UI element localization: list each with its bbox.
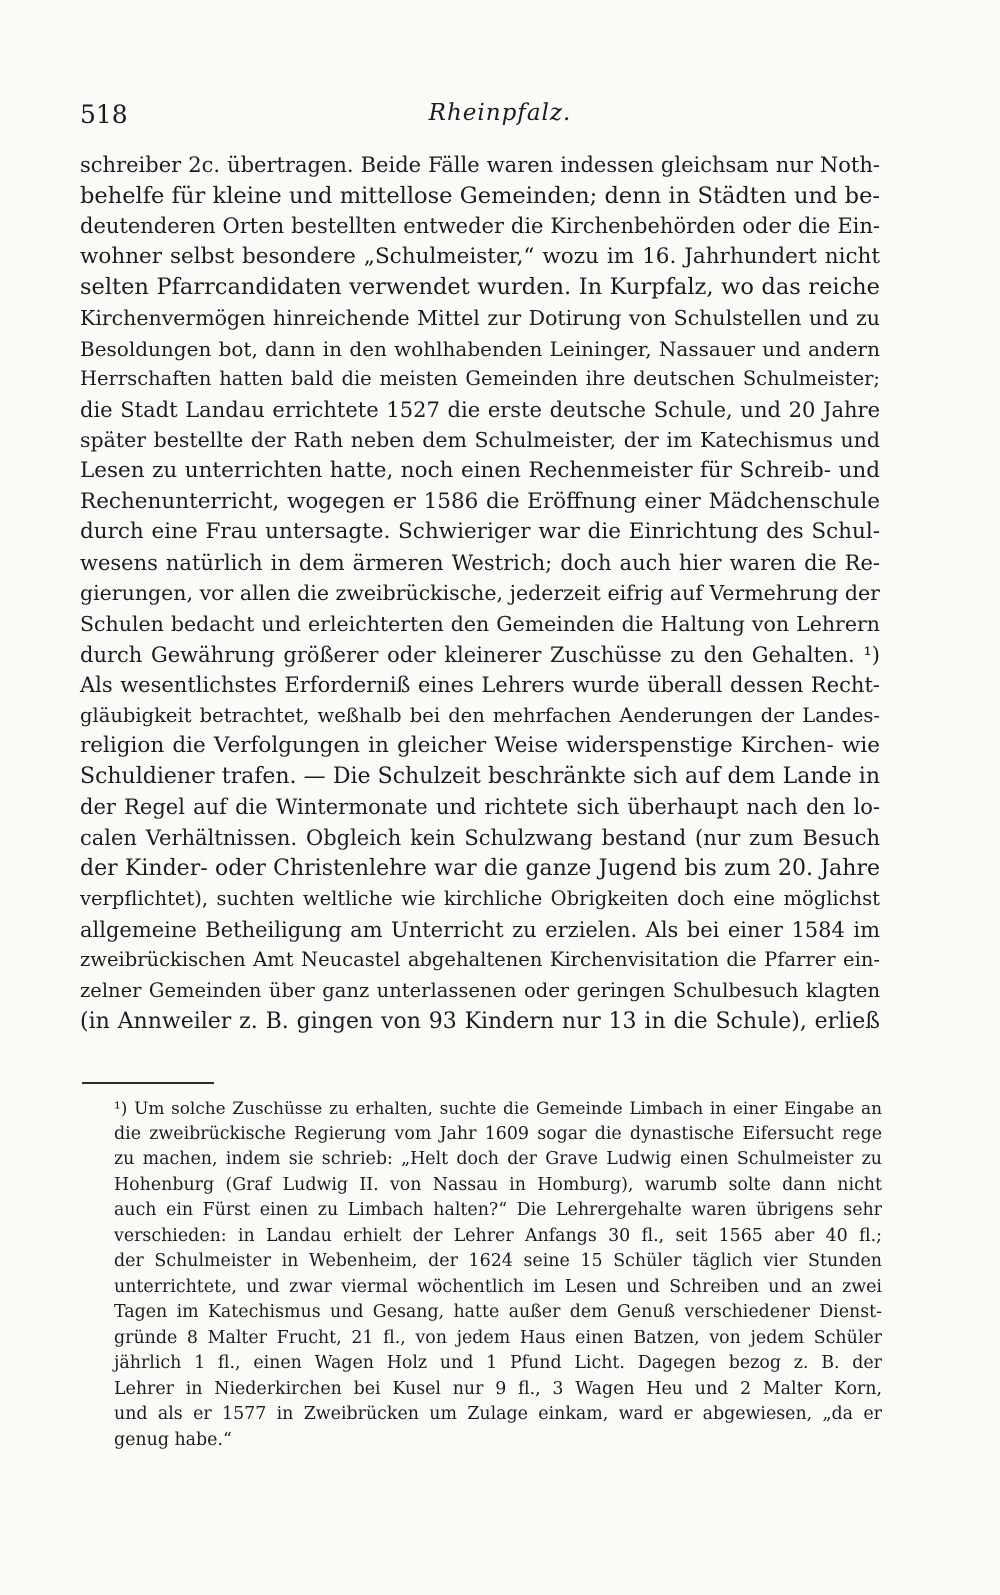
body-line: selten Pfarrcandidaten verwendet wurden. In Kurpfalz, wo das reiche [80, 274, 880, 301]
body-line: Schuldiener trafen. — Die Schulzeit beschränkte sich auf dem Lande in [80, 763, 880, 789]
footnote-line: verschieden: in Landau erhielt der Lehrer Anfangs 30 fl., seit 1565 aber 40 fl.; [114, 1225, 882, 1246]
footnote-line: Lehrer in Niederkirchen bei Kusel nur 9 fl., 3 Wagen Heu und 2 Malter Korn, [114, 1378, 882, 1399]
footnote-line: zu machen, indem sie schrieb: „Helt doch der Grave Ludwig einen Schulmeister zu [114, 1149, 882, 1169]
body-line: gierungen, vor allen die zweibrückische, jederzeit eifrig auf Vermehrung der [80, 581, 880, 606]
body-line: Rechenunterricht, wogegen er 1586 die Eröffnung einer Mädchenschule [80, 488, 880, 514]
footnote-line: auch ein Fürst einen zu Limbach halten?“ Die Lehrergehalte waren übrigens sehr [114, 1200, 882, 1220]
footnote-line: gründe 8 Malter Frucht, 21 fl., von jedem Haus einen Batzen, von jedem Schüler [114, 1327, 882, 1348]
body-text [80, 150, 880, 1037]
page-number: 518 [80, 100, 128, 129]
body-line: Lesen zu unterrichten hatte, noch einen Rechenmeister für Schreib- und [80, 457, 880, 483]
footnote-line: Tagen im Katechismus und Gesang, hatte außer dem Genuß verschiedener Dienst- [114, 1302, 882, 1322]
body-line: die Stadt Landau errichtete 1527 die erste deutsche Schule, und 20 Jahre [80, 397, 880, 422]
body-line: Besoldungen bot, dann in den wohlhabenden Leininger, Nassauer und andern [80, 336, 880, 361]
body-line: religion die Verfolgungen in gleicher Weise widerspenstige Kirchen- wie [80, 733, 880, 759]
footnote-line: unterrichtete, und zwar viermal wöchentlich im Lesen und Schreiben und an zwei [114, 1276, 882, 1297]
body-line: Als wesentlichstes Erforderniß eines Lehrers wurde überall dessen Recht- [80, 673, 880, 698]
footnote-line: jährlich 1 fl., einen Wagen Holz und 1 Pfund Licht. Dagegen bezog z. B. der [114, 1353, 882, 1373]
footnote-line: der Schulmeister in Webenheim, der 1624 seine 15 Schüler täglich vier Stunden [114, 1251, 882, 1271]
body-line: zweibrückischen Amt Neucastel abgehaltenen Kirchenvisitation die Pfarrer ein- [80, 948, 880, 972]
footnote-separator [82, 1082, 214, 1084]
body-line: wesens natürlich in dem ärmeren Westrich; doch auch hier waren die Re- [80, 550, 880, 575]
body-line: calen Verhältnissen. Obgleich kein Schulzwang bestand (nur zum Besuch [80, 826, 880, 851]
body-line: durch Gewährung größerer oder kleinerer Zuschüsse zu den Gehalten. ¹) [80, 642, 880, 667]
footnote-line: und als er 1577 in Zweibrücken um Zulage einkam, ward er abgewiesen, „da er [114, 1404, 882, 1424]
running-head: Rheinpfalz. [428, 100, 572, 126]
footnote-line: ¹) Um solche Zuschüsse zu erhalten, suchte die Gemeinde Limbach in einer Eingabe an [114, 1098, 882, 1118]
body-line: der Regel auf die Wintermonate und richtete sich überhaupt nach den lo- [80, 795, 880, 820]
body-line: verpflichtet), suchten weltliche wie kirchliche Obrigkeiten doch eine möglichst [80, 887, 880, 911]
footnote-line: die zweibrückische Regierung vom Jahr 1609 sogar die dynastische Eifersucht rege [114, 1123, 882, 1144]
body-line: wohner selbst besondere „Schulmeister,“ wozu im 16. Jahrhundert nicht [80, 243, 880, 269]
body-line: zelner Gemeinden über ganz unterlassenen oder geringen Schulbesuch klagten [80, 979, 880, 1003]
body-line: schreiber 2c. übertragen. Beide Fälle waren indessen gleichsam nur Noth- [80, 153, 880, 177]
body-line: durch eine Frau untersagte. Schwieriger war die Einrichtung des Schul- [80, 519, 880, 545]
body-line: Herrschaften hatten bald die meisten Gemeinden ihre deutschen Schulmeister; [80, 367, 880, 391]
body-line: Kirchenvermögen hinreichende Mittel zur Dotirung von Schulstellen und zu [80, 305, 880, 330]
footnote-line: genug habe.“ [114, 1429, 232, 1450]
body-line: behelfe für kleine und mittellose Gemeinden; denn in Städten und be- [80, 182, 880, 209]
footnote [114, 1096, 882, 1453]
page-header [80, 100, 920, 140]
body-line: gläubigkeit betrachtet, weßhalb bei den mehrfachen Aenderungen der Landes- [80, 703, 880, 727]
body-line: deutenderen Orten bestellten entweder die Kirchenbehörden oder die Ein- [80, 214, 880, 239]
footnote-line: Hohenburg (Graf Ludwig II. von Nassau in Homburg), warumb solte dann nicht [114, 1174, 882, 1195]
body-line: allgemeine Betheiligung am Unterricht zu erzielen. Als bei einer 1584 im [80, 917, 880, 942]
body-line: Schulen bedacht und erleichterten den Gemeinden die Haltung von Lehrern [80, 611, 880, 636]
body-line: später bestellte der Rath neben dem Schulmeister, der im Katechismus und [80, 428, 880, 453]
body-line: (in Annweiler z. B. gingen von 93 Kindern nur 13 in die Schule), erließ [80, 1008, 880, 1034]
body-line: der Kinder- oder Christenlehre war die ganze Jugend bis zum 20. Jahre [80, 855, 880, 881]
